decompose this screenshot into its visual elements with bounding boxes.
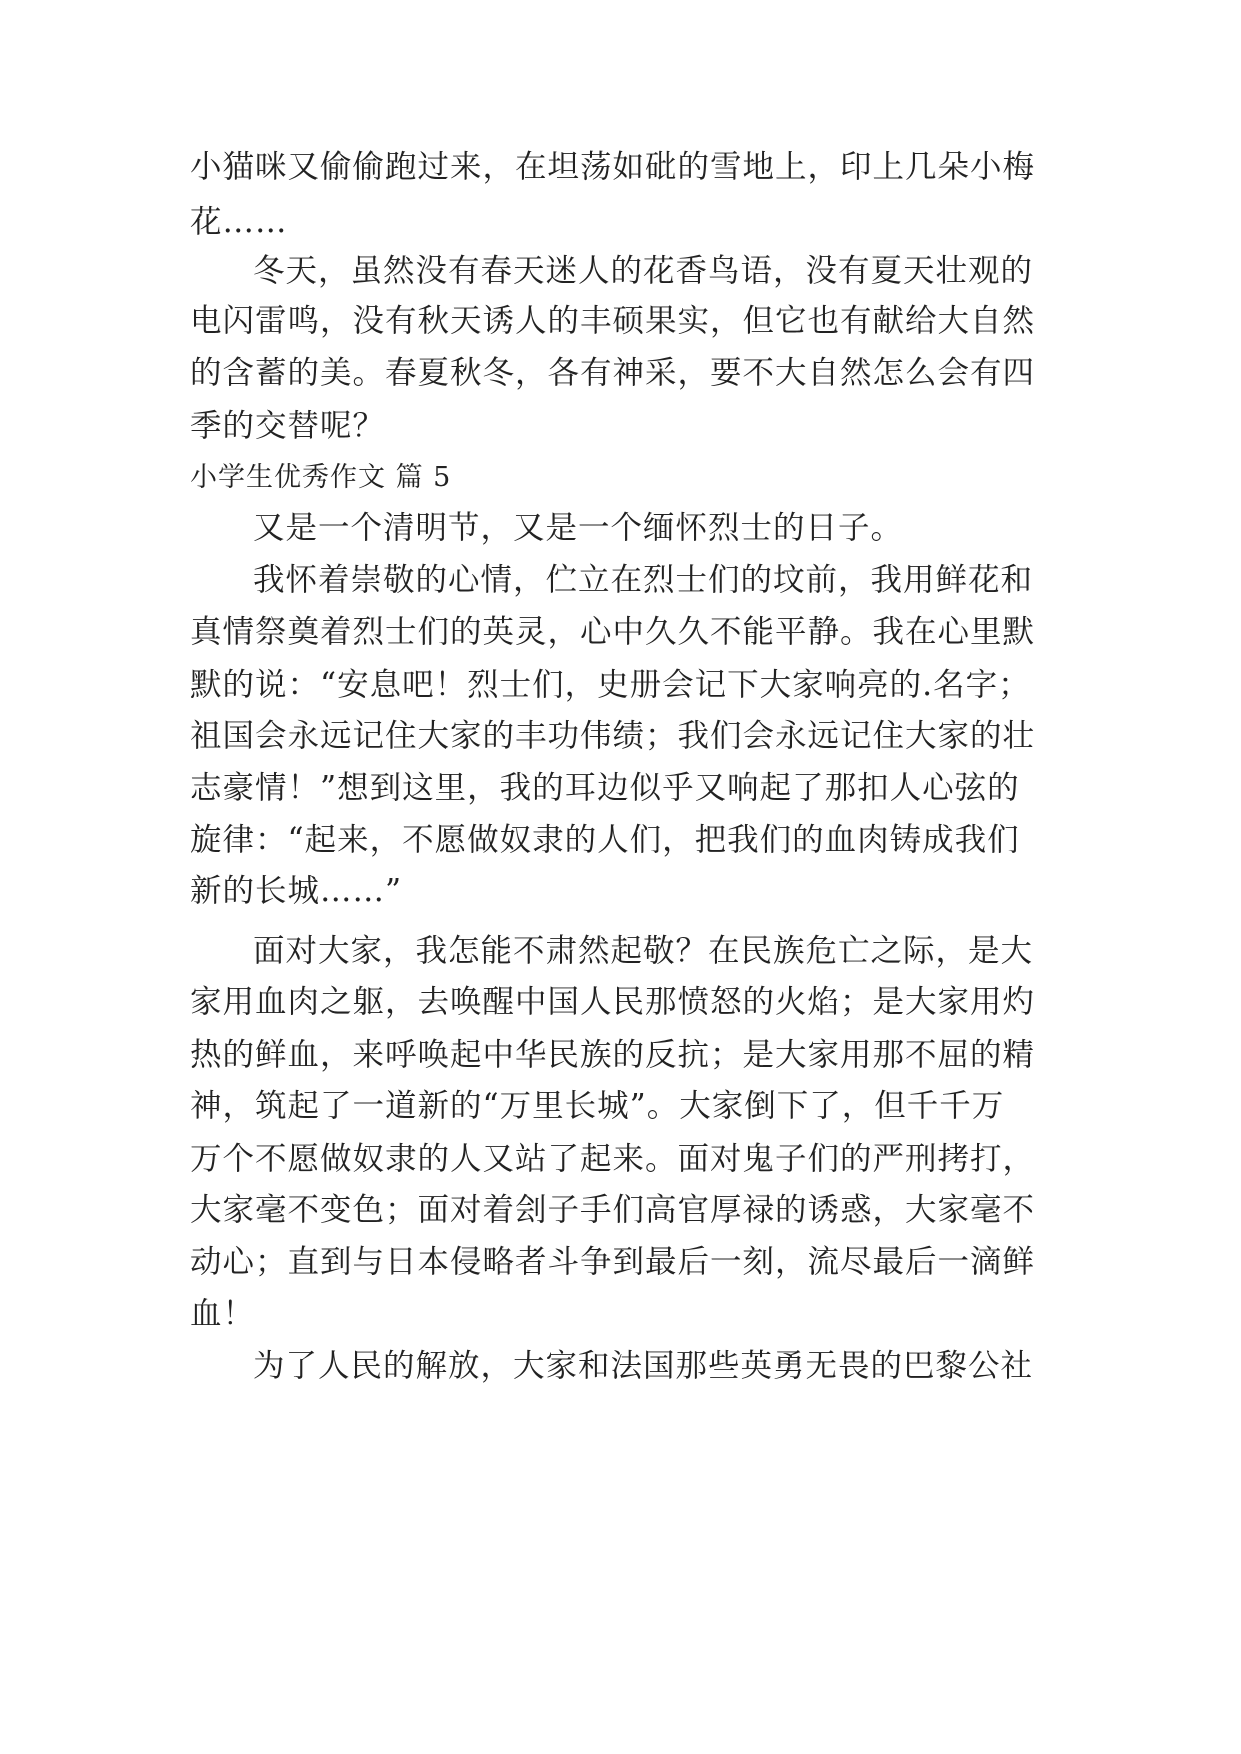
paragraph-line: 志豪情！”想到这里，我的耳边似乎又响起了那扣人心弦的 (190, 770, 1020, 806)
paragraph-line: 小猫咪又偷偷跑过来，在坦荡如砒的雪地上，印上几朵小梅 (190, 149, 1036, 185)
paragraph-line: 又是一个清明节，又是一个缅怀烈士的日子。 (253, 510, 904, 546)
paragraph-line: 真情祭奠着烈士们的英灵，心中久久不能平静。我在心里默 (190, 614, 1036, 650)
paragraph-line: 默的说：“安息吧！烈士们，史册会记下大家响亮的.名字； (190, 667, 1031, 703)
paragraph-line: 万个不愿做奴隶的人又站了起来。面对鬼子们的严刑拷打， (190, 1141, 1036, 1177)
paragraph-line: 神，筑起了一道新的“万里长城”。大家倒下了，但千千万 (190, 1088, 1005, 1124)
paragraph-line: 电闪雷鸣，没有秋天诱人的丰硕果实，但它也有献给大自然 (190, 303, 1036, 339)
paragraph-line: 家用血肉之躯，去唤醒中国人民那愤怒的火焰；是大家用灼 (190, 984, 1036, 1020)
paragraph-line: 动心；直到与日本侵略者斗争到最后一刻，流尽最后一滴鲜 (190, 1244, 1036, 1280)
paragraph-line: 祖国会永远记住大家的丰功伟绩；我们会永远记住大家的壮 (190, 718, 1036, 754)
paragraph-line: 新的长城……” (190, 873, 403, 909)
paragraph-line: 旋律：“起来，不愿做奴隶的人们，把我们的血肉铸成我们 (190, 822, 1020, 858)
paragraph-line: 面对大家，我怎能不肃然起敬？在民族危亡之际，是大 (253, 933, 1034, 969)
paragraph-line: 冬天，虽然没有春天迷人的花香鸟语，没有夏天壮观的 (253, 253, 1034, 289)
section-heading: 小学生优秀作文 篇 5 (190, 462, 452, 493)
paragraph-line: 季的交替呢？ (190, 408, 386, 444)
paragraph-line: 我怀着崇敬的心情，伫立在烈士们的坟前，我用鲜花和 (253, 562, 1034, 598)
paragraph-line: 血！ (190, 1296, 256, 1332)
paragraph-line: 为了人民的解放，大家和法国那些英勇无畏的巴黎公社 (253, 1348, 1034, 1384)
paragraph-line: 大家毫不变色；面对着刽子手们高官厚禄的诱惑，大家毫不 (190, 1192, 1036, 1228)
paragraph-line: 的含蓄的美。春夏秋冬，各有神采，要不大自然怎么会有四 (190, 355, 1036, 391)
paragraph-line: 热的鲜血，来呼唤起中华民族的反抗；是大家用那不屈的精 (190, 1037, 1036, 1073)
paragraph-line: 花…… (190, 204, 288, 240)
